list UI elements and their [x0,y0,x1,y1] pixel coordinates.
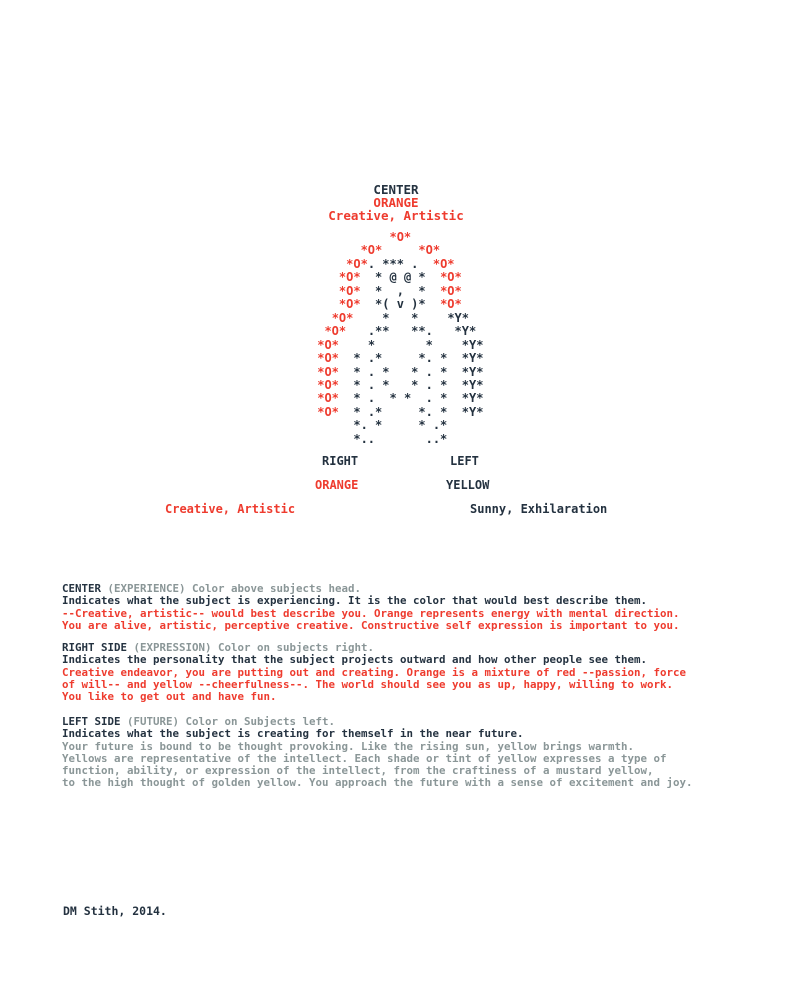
label-right-traits: Creative, Artistic [165,502,296,516]
art-space [361,284,375,298]
art-space [339,365,353,379]
art-dark-segment: *Y* [461,377,484,392]
ascii-art-line [310,271,483,284]
art-space [310,297,339,311]
art-dark-segment: *Y* [461,351,484,366]
art-space [418,257,432,271]
art-orange-segment: *O* [389,230,412,244]
header [0,183,792,222]
art-space [426,297,440,311]
art-orange-segment: *O* [440,270,462,285]
art-dark-segment: *.. ..* [353,431,448,446]
art-space [433,324,455,338]
section-body-line: Your future is bound to be thought provoking. Like the rising sun, yellow brings warmth. [62,739,635,753]
art-space [426,270,440,284]
ascii-art-line [310,366,483,379]
ascii-art-line [310,325,483,338]
ascii-art-line [310,392,483,405]
art-dark-segment: * , * [375,283,426,298]
art-dark-segment: *Y* [454,324,477,339]
section-emphasis-line: Indicates what the subject is creating for themself in the near future. [62,727,524,741]
footer-credit: DM Stith, 2014. [63,904,167,918]
section-left [62,716,762,790]
art-orange-segment: *O* [317,391,339,406]
art-space [339,338,368,352]
art-dark-segment: *Y* [461,337,484,352]
ascii-art-line [310,379,483,392]
art-dark-segment: * @ @ * [375,270,426,285]
section-title: LEFT SIDE [62,715,121,728]
art-orange-segment: *O* [440,297,462,312]
art-orange-segment: *O* [338,297,361,312]
section-title: CENTER [62,582,102,595]
art-dark-segment: .** **. [367,324,433,339]
ascii-art-line [310,285,483,298]
section-right [62,642,762,703]
section-meta: (EXPERIENCE) Color above subjects head. [101,582,362,595]
label-left-title: LEFT [450,454,479,468]
art-space [426,284,440,298]
section-meta: (EXPRESSION) Color on subjects right. [127,641,375,654]
art-space [418,311,447,325]
header-position-label: CENTER [373,182,419,197]
art-space [310,284,339,298]
art-space [339,391,353,405]
ascii-art [310,231,483,446]
art-dark-segment: * .* *. * [353,351,448,366]
art-orange-segment: *O* [432,256,455,271]
art-orange-segment: *O* [338,270,361,285]
art-orange-segment: *O* [360,243,383,258]
ascii-art-line [310,433,483,446]
section-emphasis-line: Indicates the personality that the subject projects outward and how other people see them. [62,653,648,667]
art-orange-segment: *O* [317,377,339,392]
art-orange-segment: *O* [418,243,441,258]
ascii-art-line [310,352,483,365]
art-space [310,270,339,284]
art-dark-segment: *Y* [461,364,484,379]
section-body-line: Creative endeavor, you are putting out and creating. Orange is a mixture of red --passion, force [62,665,687,679]
art-space [310,311,332,325]
art-dark-segment: *Y* [461,391,484,406]
art-space [447,351,461,365]
section-body-line: You are alive, artistic, perceptive creative. Constructive self expression is important to you. [62,618,680,632]
art-space [361,297,375,311]
art-space [447,405,461,419]
art-space [310,432,353,446]
art-space [447,378,461,392]
ascii-art-line [310,231,483,244]
section-body-line: You like to get out and have fun. [62,690,277,704]
section-center [62,583,762,632]
art-dark-segment: * * [382,310,419,325]
section-meta: (FUTURE) Color on Subjects left. [120,715,336,728]
art-orange-segment: *O* [317,404,339,419]
section-title: RIGHT SIDE [62,641,128,654]
art-space [310,230,389,244]
header-color-name: ORANGE [373,195,419,210]
art-orange-segment: *O* [440,283,462,298]
header-traits: Creative, Artistic [328,208,464,223]
art-space [433,338,462,352]
art-orange-segment: *O* [338,283,361,298]
ascii-art-line [310,298,483,311]
art-dark-segment: . *** . [367,256,419,271]
art-space [310,418,353,432]
section-body-line: Yellows are representative of the intellect. Each shade or tint of yellow expresses a type of [62,751,667,765]
ascii-art-line [310,406,483,419]
art-space [447,365,461,379]
art-orange-segment: *O* [331,310,354,325]
art-orange-segment: *O* [317,351,339,366]
art-orange-segment: *O* [317,364,339,379]
art-space [361,270,375,284]
label-left-traits: Sunny, Exhilaration [470,502,608,516]
art-orange-segment: *O* [317,337,339,352]
art-dark-segment: *( v )* [375,297,426,312]
art-dark-segment: *. * * .* [353,418,448,433]
art-dark-segment: * . * * . * [353,364,448,379]
ascii-art-line [310,244,483,257]
label-right-title: RIGHT [322,454,359,468]
label-right-color: ORANGE [315,478,359,492]
art-dark-segment: *Y* [447,310,469,325]
art-dark-segment: * . * * . * [353,377,448,392]
art-space [346,324,368,338]
section-body-line: to the high thought of golden yellow. You approach the future with a sense of excitement and joy. [62,776,693,790]
section-emphasis-line: Indicates what the subject is experiencing. It is the color that would best describe them. [62,594,648,608]
art-space [310,324,324,338]
art-space [339,351,353,365]
art-dark-segment: * . * * . * [353,391,448,406]
art-orange-segment: *O* [324,324,347,339]
art-space [447,391,461,405]
art-space [310,257,346,271]
art-dark-segment: * * [367,337,433,352]
art-dark-segment: * .* *. * [353,404,448,419]
art-orange-segment: *O* [346,256,368,271]
section-body-line: of will-- and yellow --cheerfulness--. The world should see you as up, happy, willing to work. [62,677,674,691]
ascii-art-line [310,339,483,352]
ascii-art-line [310,419,483,432]
art-space [339,405,353,419]
label-left-color: YELLOW [446,478,490,492]
section-body-line: function, ability, or expression of the intellect, from the craftiness of a mustard yellow, [62,764,654,778]
art-space [310,243,361,257]
art-space [353,311,382,325]
art-space [382,243,418,257]
ascii-art-line [310,312,483,325]
ascii-art-line [310,258,483,271]
art-space [339,378,353,392]
section-body-line: --Creative, artistic-- would best describe you. Orange represents energy with mental direction. [62,606,680,620]
art-dark-segment: *Y* [461,404,484,419]
